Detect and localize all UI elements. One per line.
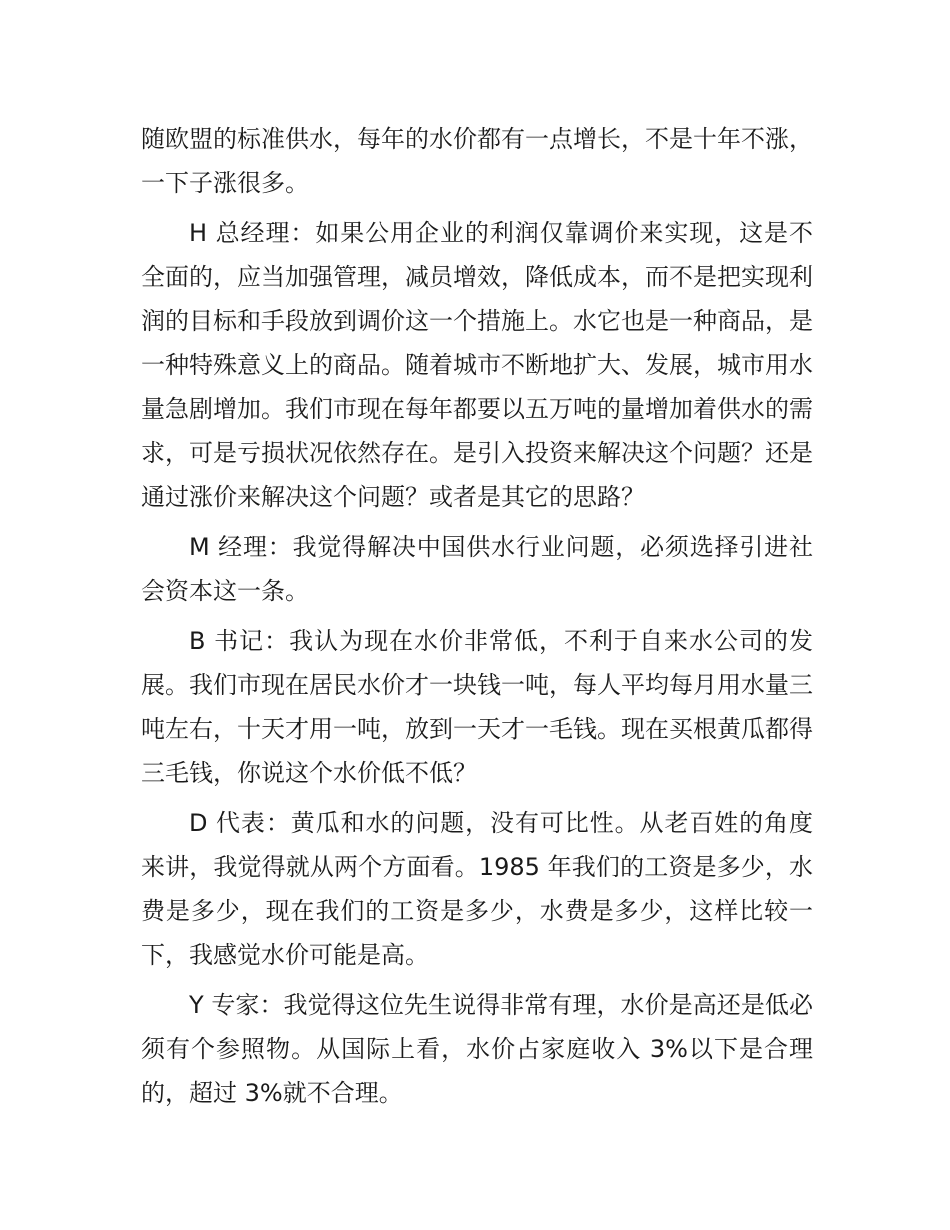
paragraph-continuation: 随欧盟的标准供水，每年的水价都有一点增长，不是十年不涨，一下子涨很多。 (141, 125, 813, 197)
paragraph-b-secretary: B 书记：我认为现在水价非常低，不利于自来水公司的发展。我们市现在居民水价才一块钱一吨，每人平均每月用水量三吨左右，十天才用一吨，放到一天才一毛钱。现在买根黄瓜都得三毛钱，你说这个水价低不低？ (141, 627, 813, 787)
paragraph-h-general-manager: H 总经理：如果公用企业的利润仅靠调价来实现，这是不全面的，应当加强管理，减员增效，降低成本，而不是把实现利润的目标和手段放到调价这一个措施上。水它也是一种商品，是一种特殊意义上的商品。随着城市不断地扩大、发展，城市用水量急剧增加。我们市现在每年都要以五万吨的量增加着供水的需求，可是亏损状况依然存在。是引入投资来解决这个问题？还是通过涨价来解决这个问题？或者是其它的思路？ (141, 219, 813, 511)
paragraph-d-representative: D 代表：黄瓜和水的问题，没有可比性。从老百姓的角度来讲，我觉得就从两个方面看。1985 年我们的工资是多少，水费是多少，现在我们的工资是多少，水费是多少，这样比较一下，我感觉水价可能是高。 (141, 809, 813, 969)
document-body (141, 117, 813, 1121)
paragraph-m-manager: M 经理：我觉得解决中国供水行业问题，必须选择引进社会资本这一条。 (141, 533, 813, 605)
paragraph-y-expert: Y 专家：我觉得这位先生说得非常有理，水价是高还是低必须有个参照物。从国际上看，水价占家庭收入 3%以下是合理的，超过 3%就不合理。 (141, 991, 813, 1107)
